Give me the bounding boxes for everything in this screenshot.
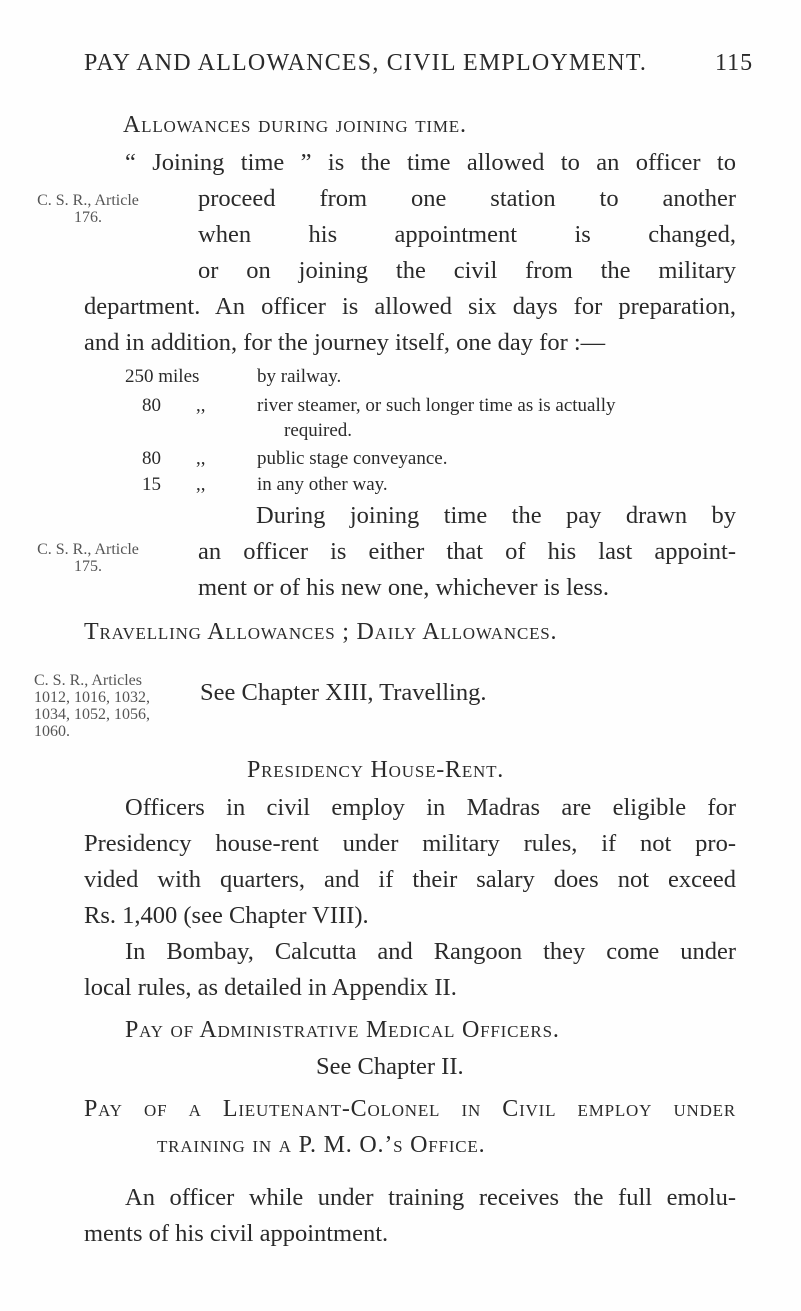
distance-miles: 80 xyxy=(142,448,161,469)
section-heading-travelling: Travelling Allowances ; Daily Allowances. xyxy=(84,619,558,645)
distance-miles: 250 miles xyxy=(125,366,200,387)
house-rent-line: vided with quarters, and if their salary does not exceed xyxy=(84,866,736,893)
margin-ref-line: 1034, 1052, 1056, xyxy=(34,706,150,723)
margin-ref-line: C. S. R., Articles xyxy=(34,672,143,689)
joining-line: or on joining the civil from the military xyxy=(198,257,736,284)
section-heading-lt-col: Pay of a Lieutenant-Colonel in Civil employ under xyxy=(84,1096,736,1122)
running-title: PAY AND ALLOWANCES, CIVIL EMPLOYMENT. xyxy=(84,50,648,76)
joining-line: department. An officer is allowed six days for preparation, xyxy=(84,293,736,320)
lt-col-line: An officer while under training receives the full emolu- xyxy=(125,1184,736,1211)
joining-line: proceed from one station to another xyxy=(198,185,736,212)
pay-line: an officer is either that of his last appoint- xyxy=(198,538,736,565)
ditto-mark: ,, xyxy=(196,474,206,495)
margin-reference-176 xyxy=(34,192,142,226)
section-heading-joining-time: Allowances during joining time. xyxy=(123,112,467,138)
ditto-mark: ,, xyxy=(196,395,206,416)
lt-col-line: ments of his civil appointment. xyxy=(84,1220,389,1247)
margin-ref-line: 1060. xyxy=(34,723,70,740)
medical-reference-text: See Chapter II. xyxy=(316,1053,464,1080)
page-number: 115 xyxy=(715,50,754,76)
distance-mode: required. xyxy=(284,420,353,441)
distance-mode: public stage conveyance. xyxy=(257,448,448,469)
section-heading-lt-col-continued: training in a P. M. O.’s Office. xyxy=(157,1132,486,1158)
margin-ref-line: 176. xyxy=(74,209,102,226)
ditto-mark: ,, xyxy=(196,448,206,469)
pay-line: ment or of his new one, whichever is less. xyxy=(198,574,609,601)
margin-ref-line: C. S. R., Article xyxy=(37,192,139,209)
house-rent-line: local rules, as detailed in Appendix II. xyxy=(84,974,457,1001)
margin-ref-line: C. S. R., Article xyxy=(37,541,139,558)
joining-line: when his appointment is changed, xyxy=(198,221,736,248)
pay-line: During joining time the pay drawn by xyxy=(256,502,736,529)
house-rent-line: Rs. 1,400 (see Chapter VIII). xyxy=(84,902,369,929)
section-heading-house-rent: Presidency House-Rent. xyxy=(247,757,505,783)
joining-line: and in addition, for the journey itself, one day for :— xyxy=(84,329,606,356)
distance-miles: 15 xyxy=(142,474,161,495)
travelling-reference-text: See Chapter XIII, Travelling. xyxy=(200,679,487,706)
distance-mode: in any other way. xyxy=(257,474,388,495)
distance-miles: 80 xyxy=(142,395,161,416)
section-heading-medical: Pay of Administrative Medical Officers. xyxy=(125,1017,560,1043)
joining-line: “ Joining time ” is the time allowed to an officer to xyxy=(125,149,736,176)
margin-reference-175 xyxy=(34,541,142,575)
margin-reference-travelling xyxy=(34,672,194,740)
distance-mode: by railway. xyxy=(257,366,342,387)
house-rent-line: Presidency house-rent under military rules, if not pro- xyxy=(84,830,736,857)
house-rent-line: Officers in civil employ in Madras are eligible for xyxy=(125,794,736,821)
house-rent-line: In Bombay, Calcutta and Rangoon they come under xyxy=(125,938,736,965)
distance-mode: river steamer, or such longer time as is actually xyxy=(257,395,616,416)
margin-ref-line: 1012, 1016, 1032, xyxy=(34,689,150,706)
margin-ref-line: 175. xyxy=(74,558,102,575)
